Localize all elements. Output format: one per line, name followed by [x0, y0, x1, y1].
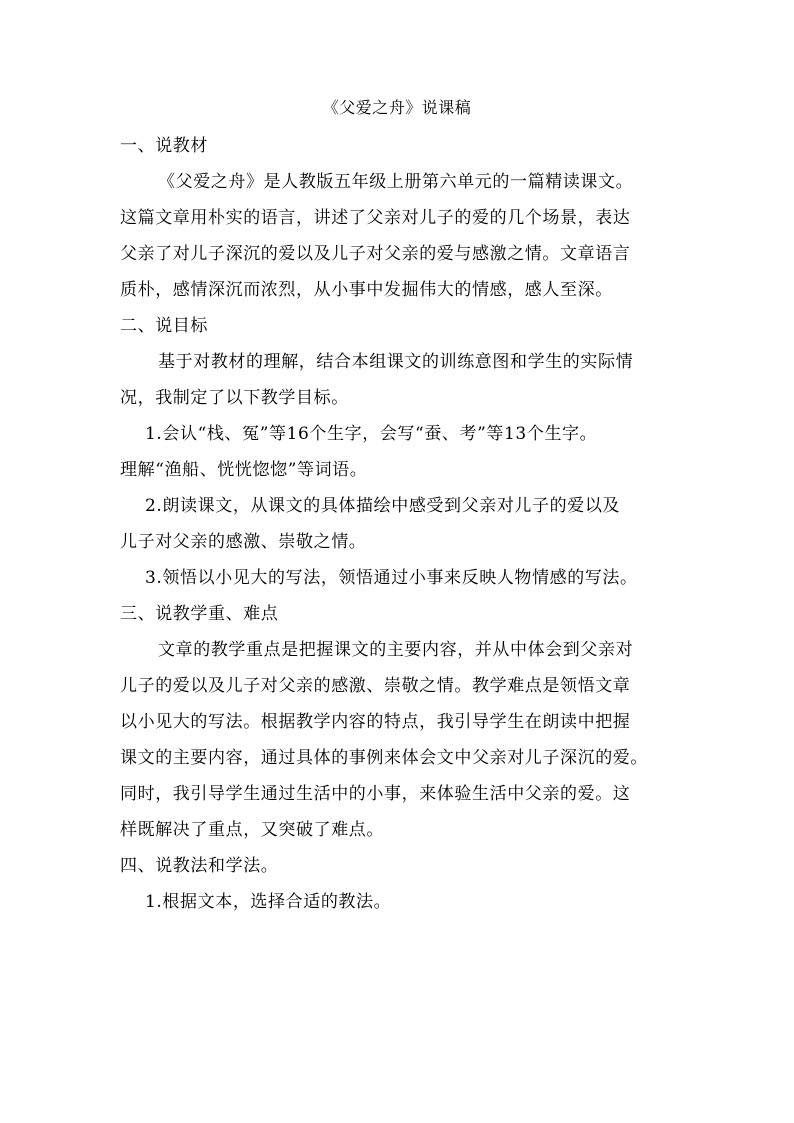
list-item-objective-2: 2.朗读课文，从课文的具体描绘中感受到父亲对儿子的爱以及 [145, 496, 621, 516]
list-item-objective-3: 3.领悟以小见大的写法，领悟通过小事来反映人物情感的写法。 [145, 568, 638, 588]
paragraph-line: 儿子的爱以及儿子对父亲的感激、崇敬之情。教学难点是领悟文章 [120, 676, 631, 696]
paragraph-line: 样既解决了重点，又突破了难点。 [120, 820, 384, 840]
paragraph-line: 这篇文章用朴实的语言，讲述了父亲对儿子的爱的几个场景，表达 [120, 208, 631, 228]
paragraph-line: 以小见大的写法。根据教学内容的特点，我引导学生在朗读中把握 [120, 712, 631, 732]
paragraph-line: 况，我制定了以下教学目标。 [120, 388, 349, 408]
paragraph-line: 课文的主要内容，通过具体的事例来体会文中父亲对儿子深沉的爱。 [120, 748, 648, 768]
list-item-objective-1: 1.会认“栈、冤”等16个生字，会写“蚕、考”等13个生字。 [145, 424, 598, 444]
paragraph-line: 父亲了对儿子深沉的爱以及儿子对父亲的爱与感激之情。文章语言 [120, 244, 631, 264]
paragraph-line: 同时，我引导学生通过生活中的小事，来体验生活中父亲的爱。这 [120, 784, 631, 804]
paragraph-line: 基于对教材的理解，结合本组课文的训练意图和学生的实际情 [158, 352, 634, 372]
paragraph-line: 《父爱之舟》是人教版五年级上册第六单元的一篇精读课文。 [158, 172, 634, 192]
section-heading-methods: 四、说教法和学法。 [120, 856, 279, 876]
section-heading-textbook: 一、说教材 [120, 136, 208, 156]
paragraph-line: 儿子对父亲的感激、崇敬之情。 [120, 532, 367, 552]
list-item-method-1: 1.根据文本，选择合适的教法。 [145, 892, 392, 912]
paragraph-line: 质朴，感情深沉而浓烈，从小事中发掘伟大的情感，感人至深。 [120, 280, 613, 300]
section-heading-key-points: 三、说教学重、难点 [120, 604, 279, 624]
section-heading-objectives: 二、说目标 [120, 316, 208, 336]
document-title: 《父爱之舟》说课稿 [322, 98, 472, 117]
paragraph-line: 文章的教学重点是把握课文的主要内容，并从中体会到父亲对 [158, 640, 634, 660]
paragraph-line: 理解“渔船、恍恍惚惚”等词语。 [120, 460, 368, 480]
